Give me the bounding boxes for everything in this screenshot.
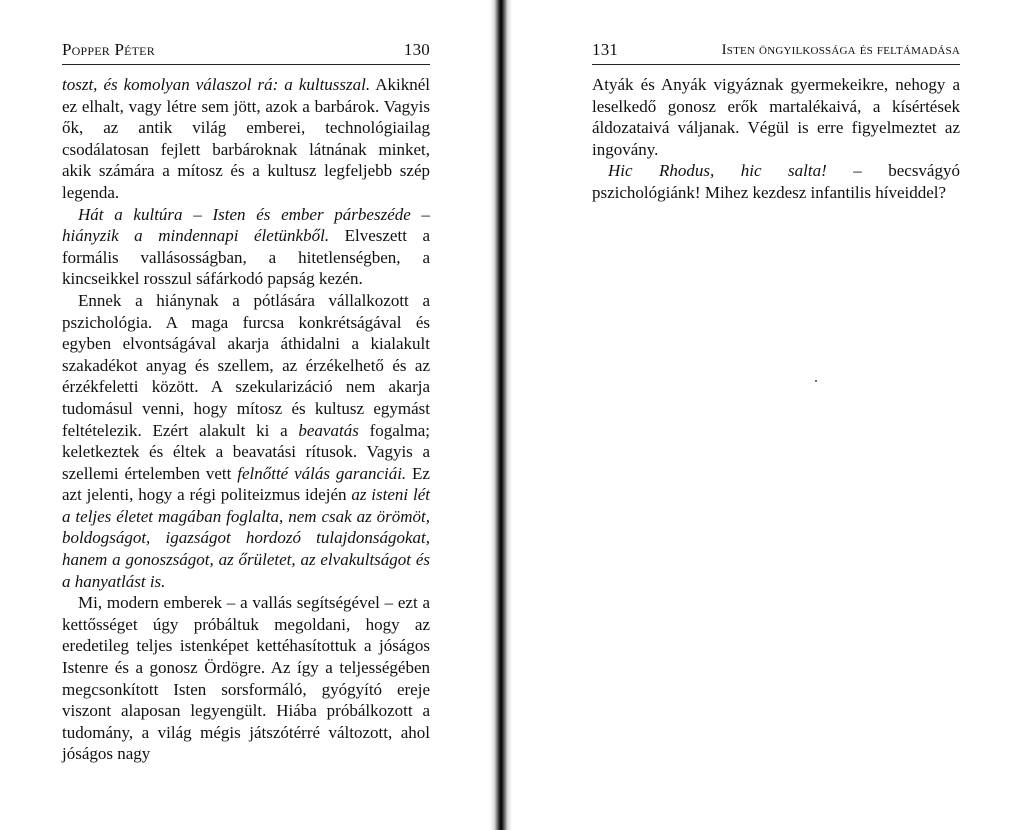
- text-run: Elveszett a formális vallásosságban, a hitetlenségben, a kincseikkel rosszul sáfárkodó papság kezén.: [62, 226, 430, 289]
- text-run: Ez azt jelenti, hogy a régi politeizmus idején: [62, 463, 430, 505]
- paragraph: [62, 592, 430, 765]
- paragraph: [62, 204, 430, 290]
- left-page: [62, 0, 430, 830]
- text-run: Ennek a hiánynak a pótlására vállalkozott a pszichológia. A maga furcsa konkrétságával és egyben elvontságával akarja áthidalni a kialakult szakadékot anyag és szellem, az érzékelhető és az érzékfeletti között. A szekularizáció nem akarja tudomásul venni, hogy mítosz és kultusz egymást feltételezik. Ezért alakult ki a: [62, 290, 430, 440]
- right-page-body: [592, 74, 960, 204]
- left-running-head: [62, 40, 430, 64]
- left-header-rule: [62, 64, 430, 65]
- right-header-title: Isten öngyilkossága és feltámadása: [721, 42, 960, 58]
- italic-run: felnőtté válás garanciái.: [237, 463, 407, 483]
- right-running-head: [592, 40, 960, 64]
- paragraph: [592, 74, 960, 160]
- paper-speck: [815, 380, 817, 382]
- italic-run: az isteni lét a teljes életet magában foglalta, nem csak az örömöt, boldogságot, igazságot hordozó tulajdonságokat, hanem a gonoszságot, az őrületet, az elvakultságot és a hanyatlást is.: [62, 485, 430, 591]
- left-page-number: 130: [403, 40, 430, 59]
- text-run: fogalma; keletkeztek és éltek a beavatási rítusok. Vagyis a szellemi értelemben vett: [62, 420, 430, 483]
- paragraph: [592, 160, 960, 203]
- text-run: Akiknél ez elhalt, vagy létre sem jött, azok a barbárok. Vagyis ők, az antik világ emberei, technológiailag csodálatosan fejlett barbároknak látnának minket, akik számára a mítosz és a kultusz legfeljebb szép legenda.: [62, 75, 430, 202]
- text-run: Mi, modern emberek – a vallás segítségével – ezt a kettősséget úgy próbáltuk megoldani, hogy az eredetileg teljes istenképet kettéhasítottuk a jóságos Istenre és a gonosz Ördögre. Az így a teljességében megcsonkított Isten sorsformáló, gyógyító ereje viszont alaposan legyengült. Hiába próbálkozott a tudomány, a világ mégis játszótérré változott, ahol jóságos nagy: [62, 593, 430, 764]
- italic-run: Hic Rhodus, hic salta!: [608, 161, 827, 181]
- right-page-number: 131: [592, 40, 619, 59]
- paragraph: [62, 290, 430, 592]
- book-gutter: [490, 0, 512, 830]
- text-run: – becsvágyó pszichológiánk! Mihez kezdesz infantilis híveiddel?: [592, 161, 960, 202]
- italic-run: Hát a kultúra – Isten és ember párbeszéde – hiányzik a mindennapi életünkből.: [62, 204, 430, 246]
- right-page: [592, 0, 960, 830]
- left-page-body: [62, 74, 430, 765]
- italic-run: beavatás: [298, 420, 359, 440]
- paragraph: [62, 74, 430, 204]
- italic-run: toszt, és komolyan válaszol rá: a kultusszal.: [62, 75, 371, 94]
- right-header-rule: [592, 64, 960, 65]
- left-header-title: Popper Péter: [62, 40, 155, 59]
- text-run: Atyák és Anyák vigyáznak gyermekeikre, nehogy a leselkedő gonosz erők martalékaivá, a kísértések áldozataivá váljanak. Végül is erre figyelmeztet az ingovány.: [592, 75, 960, 159]
